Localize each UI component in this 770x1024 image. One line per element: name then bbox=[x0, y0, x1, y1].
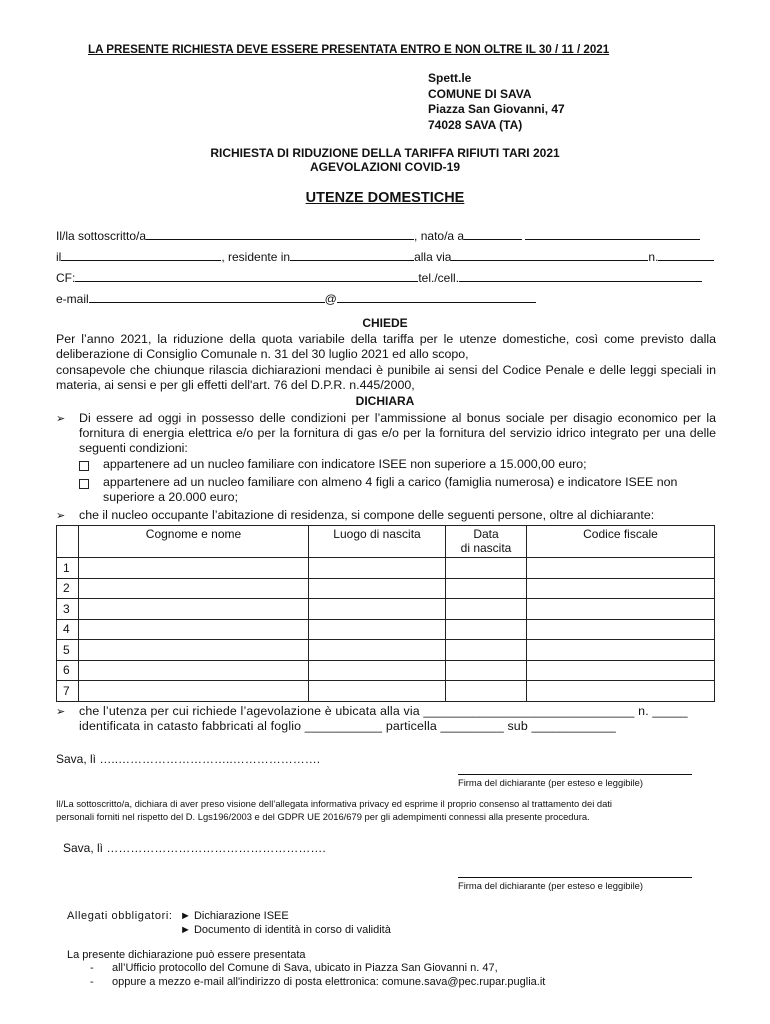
recipient-line: COMUNE DI SAVA bbox=[428, 86, 532, 101]
household-table bbox=[56, 525, 715, 702]
row-number: 6 bbox=[57, 660, 79, 681]
attachments-label: Allegati obbligatori: bbox=[67, 910, 173, 922]
submission-heading: La presente dichiarazione può essere presentata bbox=[67, 949, 306, 961]
birthplace-cell[interactable] bbox=[309, 640, 446, 661]
checkbox-icon[interactable] bbox=[79, 479, 89, 489]
fiscal-code-cell[interactable] bbox=[527, 681, 715, 702]
deadline-notice: LA PRESENTE RICHIESTA DEVE ESSERE PRESENTATA ENTRO E NON OLTRE IL 30 / 11 / 2021 bbox=[88, 43, 610, 56]
recipient-block bbox=[428, 71, 565, 133]
bullet-household: che il nucleo occupante l’abitazione di residenza, si compone delle seguenti persone, oltre al dichiarante: bbox=[79, 508, 655, 522]
fiscal-code-cell[interactable] bbox=[527, 578, 715, 599]
birthplace-cell[interactable] bbox=[309, 660, 446, 681]
table-header-fiscal-code: Codice fiscale bbox=[527, 526, 715, 558]
privacy-line: personali forniti nel rispetto del D. Lgs196/2003 e del GDPR UE 2016/679 per gli adempimenti connessi alla presente procedura. bbox=[56, 811, 590, 822]
residence-field[interactable] bbox=[290, 249, 414, 261]
name-cell[interactable] bbox=[79, 660, 309, 681]
attachment-item: ► Dichiarazione ISEE bbox=[180, 910, 289, 922]
birthplace-cell[interactable] bbox=[309, 578, 446, 599]
field-label: , residente in bbox=[221, 250, 291, 264]
submission-option: all’Ufficio protocollo del Comune di Sava, ubicato in Piazza San Giovanni n. 47, bbox=[112, 962, 498, 974]
paragraph-declaration: consapevole che chiunque rilascia dichiarazioni mendaci è punibile ai sensi del Codice Penale e delle leggi speciali in materia, ai sensi e per gli effetti dell'art. 76 del D.P.R. n.445/2000, bbox=[56, 363, 716, 392]
checkbox-isee-15000[interactable] bbox=[79, 458, 93, 472]
signature-line-2[interactable] bbox=[458, 877, 692, 878]
table-header-index bbox=[57, 526, 79, 558]
checkbox-icon[interactable] bbox=[79, 461, 89, 471]
title-line: AGEVOLAZIONI COVID-19 bbox=[309, 160, 461, 174]
recipient-line: Piazza San Giovanni, 47 bbox=[428, 102, 565, 116]
field-label: alla via bbox=[414, 250, 452, 264]
place-date-2: Sava, lì ………………………………………………. bbox=[63, 841, 326, 855]
street-field[interactable] bbox=[451, 249, 648, 261]
privacy-consent bbox=[56, 797, 718, 823]
table-row bbox=[57, 578, 715, 599]
chiede-heading: CHIEDE bbox=[362, 316, 408, 330]
row-number: 4 bbox=[57, 619, 79, 640]
email-user-field[interactable] bbox=[89, 291, 325, 303]
birthdate-cell[interactable] bbox=[446, 578, 527, 599]
row-number: 1 bbox=[57, 558, 79, 579]
birthplace-cell[interactable] bbox=[309, 619, 446, 640]
paragraph-request: Per l’anno 2021, la riduzione della quota variabile della tariffa per le utenze domestiche, così come previsto dalla deliberazione di Consiglio Comunale n. 31 del 30 luglio 2021 ed allo scopo, bbox=[56, 332, 716, 361]
table-row bbox=[57, 558, 715, 579]
fiscal-code-cell[interactable] bbox=[527, 619, 715, 640]
bullet-condition: Di essere ad oggi in possesso delle condizioni per l’ammissione al bonus sociale per disagio economico per la fornitura di energia elettrica e/o per la fornitura di gas e/o per la fornitura del servizio idrico integrato per una delle seguenti condizioni: bbox=[79, 411, 716, 455]
field-row-1 bbox=[56, 228, 718, 243]
recipient-line: 74028 SAVA (TA) bbox=[428, 117, 523, 132]
dash-icon: - bbox=[90, 962, 94, 974]
check-option-2-line: superiore a 20.000 euro; bbox=[103, 490, 239, 504]
table-header-name: Cognome e nome bbox=[79, 526, 309, 558]
title-line: RICHIESTA DI RIDUZIONE DELLA TARIFFA RIFIUTI TARI 2021 bbox=[210, 146, 560, 160]
birthplace-field[interactable] bbox=[464, 228, 522, 240]
signature-caption-1: Firma del dichiarante (per esteso e leggibile) bbox=[458, 777, 643, 788]
field-label: e-mail bbox=[56, 292, 89, 306]
recipient-line: Spett.le bbox=[428, 71, 472, 85]
header-text: di nascita bbox=[460, 541, 512, 555]
section-title: UTENZE DOMESTICHE bbox=[305, 190, 465, 206]
house-number-field[interactable] bbox=[658, 249, 714, 261]
fiscal-code-cell[interactable] bbox=[527, 660, 715, 681]
birthplace-cell[interactable] bbox=[309, 599, 446, 620]
birthdate-cell[interactable] bbox=[446, 599, 527, 620]
name-cell[interactable] bbox=[79, 619, 309, 640]
table-header-birthdate bbox=[446, 526, 527, 558]
field-row-3 bbox=[56, 270, 718, 285]
checkbox-isee-20000[interactable] bbox=[79, 476, 93, 490]
table-header-row bbox=[57, 526, 715, 558]
table-row bbox=[57, 681, 715, 702]
submission-option: oppure a mezzo e-mail all'indirizzo di posta elettronica: comune.sava@pec.rupar.puglia.it bbox=[112, 976, 546, 988]
document-title bbox=[0, 146, 770, 174]
field-label: CF: bbox=[56, 271, 76, 285]
name-cell[interactable] bbox=[79, 558, 309, 579]
arrow-bullet-icon: ➢ bbox=[56, 510, 66, 522]
field-label: , nato/a a bbox=[414, 229, 465, 243]
field-row-4 bbox=[56, 291, 718, 306]
row-number: 7 bbox=[57, 681, 79, 702]
name-cell[interactable] bbox=[79, 578, 309, 599]
check-option-2-line: appartenere ad un nucleo familiare con almeno 4 figli a carico (famiglia numerosa) e indicatore ISEE non bbox=[103, 475, 678, 489]
field-row-2 bbox=[56, 249, 718, 264]
row-number: 3 bbox=[57, 599, 79, 620]
row-number: 5 bbox=[57, 640, 79, 661]
fiscal-code-field[interactable] bbox=[75, 270, 418, 282]
field-label: tel./cell. bbox=[418, 271, 460, 285]
birthdate-cell[interactable] bbox=[446, 640, 527, 661]
table-row bbox=[57, 599, 715, 620]
phone-field[interactable] bbox=[459, 270, 702, 282]
email-domain-field[interactable] bbox=[337, 291, 536, 303]
name-cell[interactable] bbox=[79, 681, 309, 702]
privacy-line: Il/La sottoscritto/a, dichiara di aver preso visione dell’allegata informativa privacy ed esprime il proprio consenso al trattamento dei dati bbox=[56, 798, 613, 809]
fiscal-code-cell[interactable] bbox=[527, 640, 715, 661]
signature-line-1[interactable] bbox=[458, 774, 692, 775]
table-row bbox=[57, 619, 715, 640]
field-label: Il/la sottoscritto/a bbox=[56, 229, 147, 243]
row-number: 2 bbox=[57, 578, 79, 599]
header-text: Data bbox=[473, 527, 499, 541]
table-header-birthplace: Luogo di nascita bbox=[309, 526, 446, 558]
birthdate-field[interactable] bbox=[61, 249, 221, 261]
attachment-item: ► Documento di identità in corso di validità bbox=[180, 924, 391, 936]
dash-icon: - bbox=[90, 976, 94, 988]
field-label: @ bbox=[324, 292, 337, 306]
birthplace-cell[interactable] bbox=[309, 681, 446, 702]
name-cell[interactable] bbox=[79, 640, 309, 661]
name-field[interactable] bbox=[146, 228, 414, 240]
birthdate-cell[interactable] bbox=[446, 558, 527, 579]
birthdate-cell[interactable] bbox=[446, 619, 527, 640]
birthplace-cell[interactable] bbox=[309, 558, 446, 579]
field-label: il bbox=[56, 250, 62, 264]
arrow-bullet-icon: ➢ bbox=[56, 413, 66, 425]
bullet-location bbox=[79, 704, 719, 734]
location-line: identificata in catasto fabbricati al foglio ___________ particella _________ sub ____________ bbox=[79, 719, 616, 733]
birthdate-cell[interactable] bbox=[446, 660, 527, 681]
name-cell[interactable] bbox=[79, 599, 309, 620]
fiscal-code-cell[interactable] bbox=[527, 558, 715, 579]
check-option-2 bbox=[103, 475, 716, 505]
table-row bbox=[57, 640, 715, 661]
dichiara-heading: DICHIARA bbox=[355, 394, 415, 408]
birthdate-cell[interactable] bbox=[446, 681, 527, 702]
signature-caption-2: Firma del dichiarante (per esteso e leggibile) bbox=[458, 880, 643, 891]
fiscal-code-cell[interactable] bbox=[527, 599, 715, 620]
table-row bbox=[57, 660, 715, 681]
location-line: che l’utenza per cui richiede l’agevolazione è ubicata alla via ______________________________ n. _____ bbox=[79, 704, 688, 718]
place-date-1: Sava, lì …..………………………..…………………. bbox=[56, 752, 321, 766]
field-label: n. bbox=[648, 250, 659, 264]
check-option-1: appartenere ad un nucleo familiare con indicatore ISEE non superiore a 15.000,00 euro; bbox=[103, 457, 587, 471]
arrow-bullet-icon: ➢ bbox=[56, 706, 66, 718]
birthplace-field-2[interactable] bbox=[525, 228, 700, 240]
